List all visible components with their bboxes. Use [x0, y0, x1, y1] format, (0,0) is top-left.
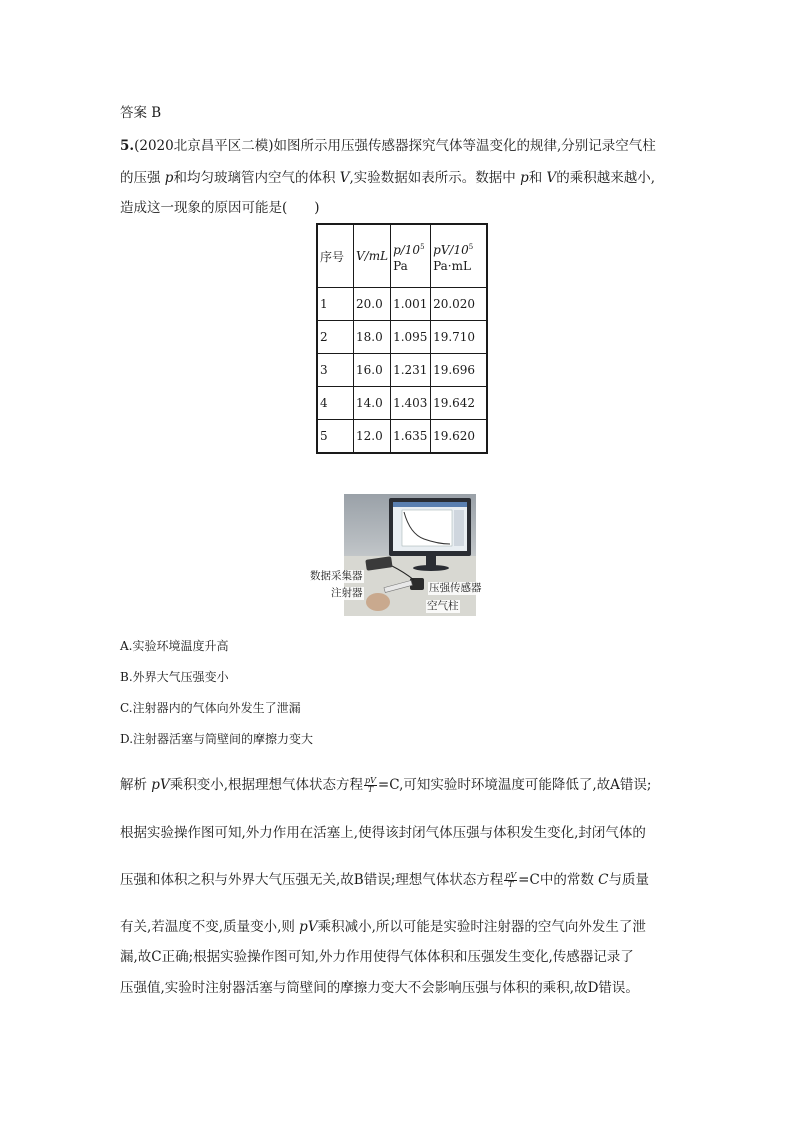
option-b[interactable]: B.外界大气压强变小: [120, 670, 229, 684]
table-row: [317, 420, 487, 454]
header-product-exp: 5: [468, 242, 474, 251]
header-pressure-top: p/10: [393, 242, 421, 257]
q-text: 的乘积越来越小,: [556, 170, 656, 186]
analysis-text: =C,可知实验时环境温度可能降低了,故A错误;: [377, 777, 652, 793]
analysis-label: 解析: [120, 777, 147, 793]
monitor-base: [413, 565, 449, 571]
analysis-text: 乘积变小,根据理想气体状态方程: [169, 777, 363, 793]
fraction-numerator: pV: [505, 871, 517, 880]
table-cell: 1.635: [391, 420, 431, 454]
table-cell: 19.620: [431, 420, 488, 454]
var-pv: pV: [299, 919, 318, 935]
var-c: C: [598, 872, 609, 888]
var-pv: pV: [151, 777, 170, 793]
table-cell: 1.001: [391, 288, 431, 321]
screen-panel: [454, 510, 464, 546]
q-var-v: V: [546, 170, 557, 186]
analysis-line-2: 根据实验操作图可知,外力作用在活塞上,使得该封闭气体压强与体积发生变化,封闭气体的: [120, 825, 646, 841]
graph-area: [402, 510, 452, 546]
q-text: 和: [528, 170, 543, 186]
q-text: 和均匀玻璃管内空气的体积: [173, 170, 336, 186]
experiment-illustration: [344, 494, 476, 616]
question-source-text: (2020北京昌平区二模)如图所示用压强传感器探究气体等温变化的规律,分别记录空气柱: [134, 138, 656, 154]
table-header-row: [317, 224, 487, 288]
option-a[interactable]: A.实验环境温度升高: [120, 639, 229, 653]
previous-answer: 答案 B: [120, 105, 162, 121]
question-number: 5.: [120, 138, 135, 154]
table-row: [317, 288, 487, 321]
option-d[interactable]: D.注射器活塞与筒壁间的摩擦力变大: [120, 732, 314, 746]
option-c[interactable]: C.注射器内的气体向外发生了泄漏: [120, 701, 301, 715]
analysis-text: 压强和体积之积与外界大气压强无关,故B错误;理想气体状态方程: [120, 872, 504, 888]
table-row: [317, 387, 487, 420]
label-data-collector: 数据采集器: [310, 570, 363, 582]
screen-titlebar: [393, 502, 467, 507]
table-cell: 19.642: [431, 387, 488, 420]
table-cell: 12.0: [354, 420, 391, 454]
question-line-2: [120, 169, 655, 187]
analysis-line-6: 压强值,实验时注射器活塞与筒壁间的摩擦力变大不会影响压强与体积的乘积,故D错误。: [120, 980, 639, 996]
fraction-pv-over-t: [364, 777, 377, 794]
question-line-1: [120, 137, 656, 155]
question-line-3: 造成这一现象的原因可能是( ): [120, 200, 320, 216]
header-index: 序号: [317, 224, 354, 288]
hand-icon: [366, 593, 390, 611]
table-cell: 16.0: [354, 354, 391, 387]
fraction-pv-over-t: [504, 872, 517, 889]
table-row: [317, 321, 487, 354]
table-row: [317, 354, 487, 387]
analysis-text: 与质量: [608, 872, 649, 888]
table-cell: 1.403: [391, 387, 431, 420]
q-var-p: p: [520, 170, 529, 186]
table-cell: 19.710: [431, 321, 488, 354]
analysis-line-5: 漏,故C正确;根据实验操作图可知,外力作用使得气体体积和压强发生变化,传感器记录了: [120, 949, 634, 965]
table-cell: 19.696: [431, 354, 488, 387]
analysis-text: 乘积减小,所以可能是实验时注射器的空气向外发生了泄: [317, 919, 646, 935]
experiment-photo: [344, 494, 476, 616]
label-pressure-sensor: 压强传感器: [429, 582, 482, 594]
table-cell: 2: [317, 321, 354, 354]
table-cell: 1.095: [391, 321, 431, 354]
header-pressure-unit: Pa: [393, 258, 408, 273]
q-text: 的压强: [120, 170, 161, 186]
analysis-text: =C中的常数: [518, 872, 594, 888]
analysis-line-1: [120, 776, 651, 794]
table-cell: 1.231: [391, 354, 431, 387]
table-cell: 20.0: [354, 288, 391, 321]
header-volume: V/mL: [354, 224, 391, 288]
table-cell: 1: [317, 288, 354, 321]
table-cell: 5: [317, 420, 354, 454]
label-syringe: 注射器: [331, 587, 363, 599]
table-cell: 14.0: [354, 387, 391, 420]
analysis-line-4: [120, 918, 646, 936]
analysis-text: 有关,若温度不变,质量变小,则: [120, 919, 295, 935]
header-pressure-exp: 5: [420, 242, 425, 251]
fraction-denominator: T: [508, 880, 514, 889]
table-cell: 18.0: [354, 321, 391, 354]
q-text: ,实验数据如表所示。数据中: [349, 170, 516, 186]
label-air-column: 空气柱: [427, 600, 459, 612]
data-table: [316, 223, 488, 454]
header-product-unit: Pa·mL: [433, 258, 471, 273]
table-cell: 20.020: [431, 288, 488, 321]
header-product: [431, 224, 488, 288]
header-pressure: [391, 224, 431, 288]
fraction-numerator: pV: [365, 776, 376, 785]
table-cell: 3: [317, 354, 354, 387]
analysis-line-3: [120, 871, 649, 889]
fraction-denominator: T: [367, 785, 374, 794]
table-cell: 4: [317, 387, 354, 420]
header-product-top: pV/10: [433, 242, 469, 257]
q-var-v: V: [339, 170, 350, 186]
q-var-p: p: [164, 170, 174, 186]
monitor-stand: [426, 556, 436, 566]
